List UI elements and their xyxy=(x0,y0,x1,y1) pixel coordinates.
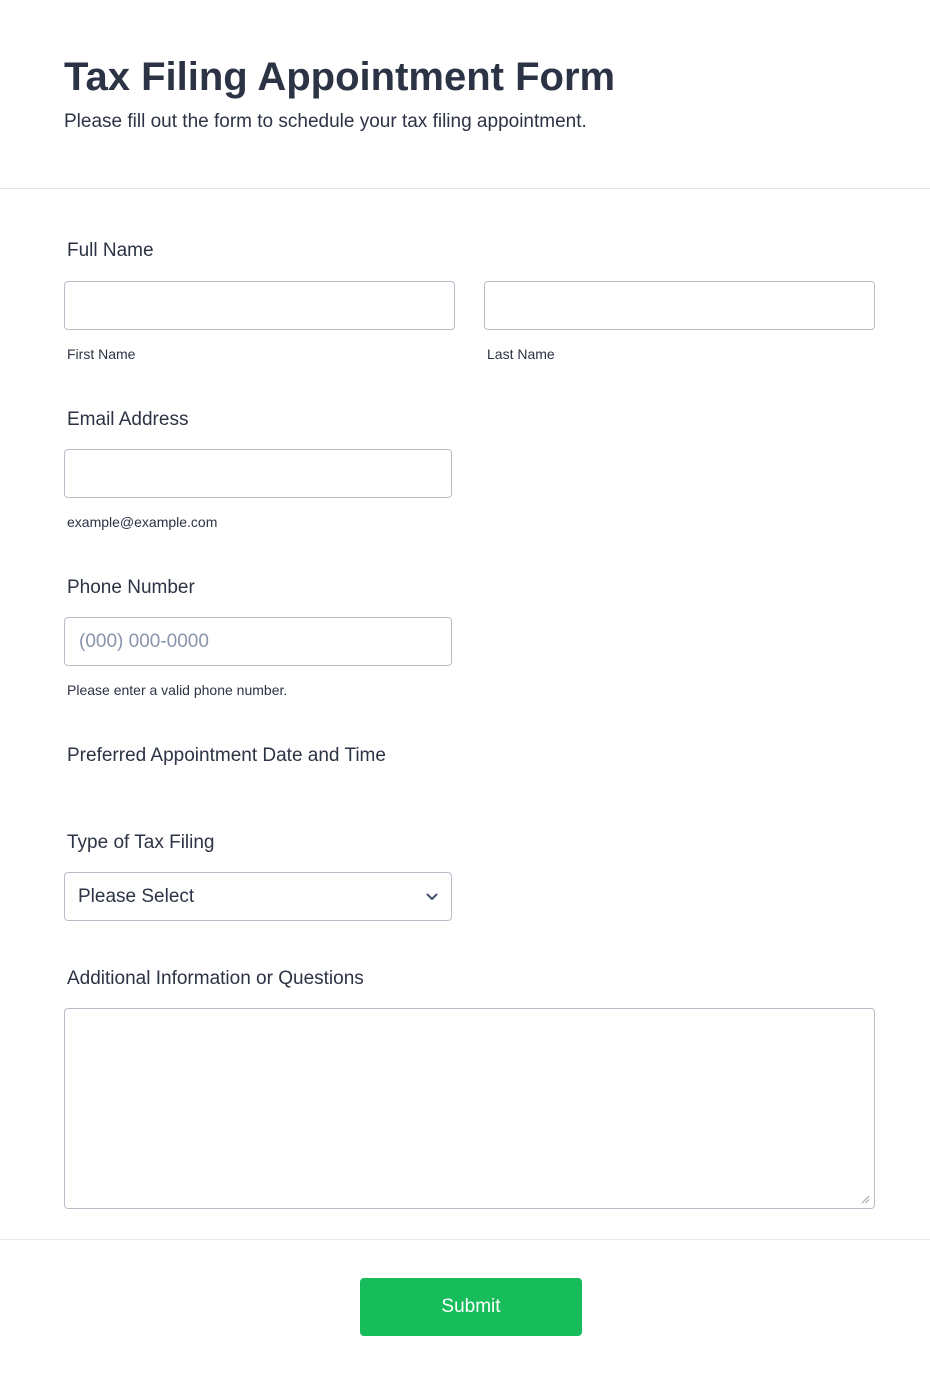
tax-type-label: Type of Tax Filing xyxy=(67,832,215,853)
last-name-input[interactable] xyxy=(484,281,875,330)
resize-handle-icon[interactable] xyxy=(860,1194,870,1204)
page-title: Tax Filing Appointment Form xyxy=(64,55,616,99)
phone-placeholder: (000) 000-0000 xyxy=(79,631,209,652)
email-label: Email Address xyxy=(67,409,189,430)
submit-button[interactable]: Submit xyxy=(360,1278,582,1336)
last-name-sublabel: Last Name xyxy=(487,346,555,362)
first-name-input[interactable] xyxy=(64,281,455,330)
phone-input[interactable] xyxy=(64,617,452,666)
phone-label: Phone Number xyxy=(67,577,195,598)
additional-textarea[interactable] xyxy=(64,1008,875,1209)
full-name-label: Full Name xyxy=(67,240,154,261)
email-input[interactable] xyxy=(64,449,452,498)
footer-divider xyxy=(0,1239,930,1240)
appointment-label: Preferred Appointment Date and Time xyxy=(67,745,386,766)
tax-type-selected: Please Select xyxy=(78,886,195,907)
chevron-down-icon xyxy=(425,890,439,904)
additional-label: Additional Information or Questions xyxy=(67,968,364,989)
page-subtitle: Please fill out the form to schedule your tax filing appointment. xyxy=(64,111,587,132)
email-sublabel: example@example.com xyxy=(67,514,218,530)
tax-type-select[interactable] xyxy=(64,872,452,921)
first-name-sublabel: First Name xyxy=(67,346,136,362)
phone-sublabel: Please enter a valid phone number. xyxy=(67,682,288,698)
form-header xyxy=(0,0,930,189)
